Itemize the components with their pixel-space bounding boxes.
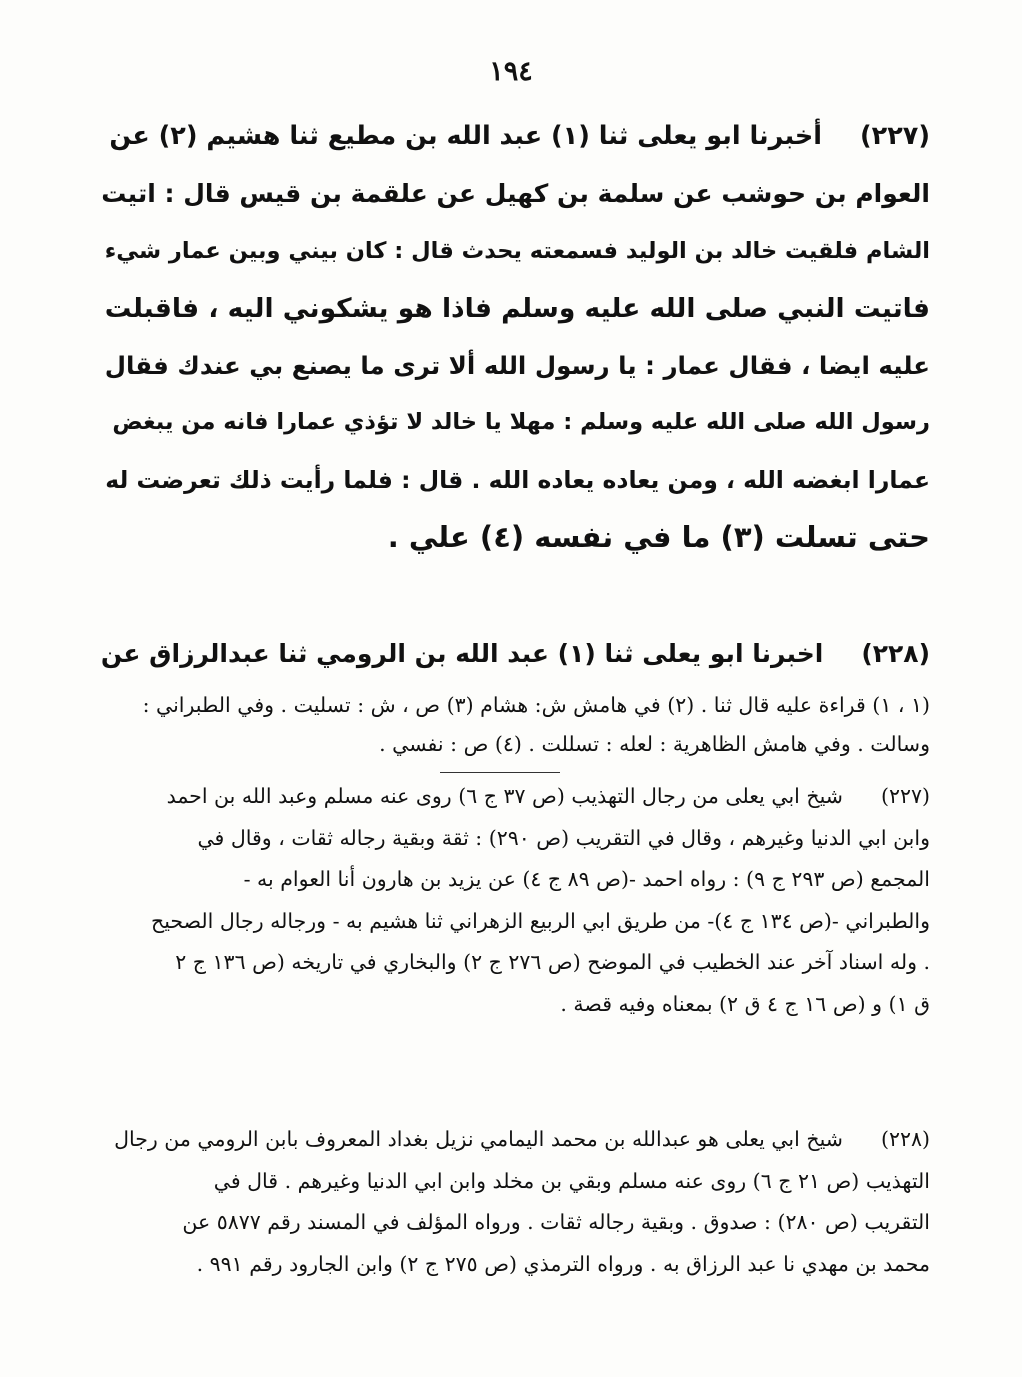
commentary-number: (٢٢٧) [880,784,930,808]
commentary-line: التهذيب (ص ٢١ ج ٦) روى عنه مسلم وبقي بن مخلد وابن ابي الدنيا وغيرهم . قال في [213,1168,930,1193]
hadith-228-text [100,625,930,682]
commentary-line: والطبراني -(ص ١٣٤ ج ٤)- من طريق ابي الربيع الزهراني ثنا هشيم به - ورجاله رجال الصحيح [151,908,930,933]
commentary-line: ق ١) و (ص ١٦ ج ٤ ق ٢) بمعناه وفيه قصة . [560,991,930,1016]
text-line: الشام فلقيت خالد بن الوليد فسمعته يحدث قال : كان بيني وبين عمار شيء [104,237,930,264]
commentary-number: (٢٢٨) [880,1127,930,1151]
commentary-228 [100,1119,930,1285]
text-line: عمارا ابغضه الله ، ومن يعاده يعاده الله . قال : فلما رأيت ذلك تعرضت له [105,465,930,494]
commentary-line: محمد بن مهدي نا عبد الرزاق به . ورواه الترمذي (ص ٢٧٥ ج ٢) وابن الجارود رقم ٩٩١ . [196,1251,930,1276]
text-line: فاتيت النبي صلى الله عليه وسلم فاذا هو يشكوني اليه ، فاقبلت [104,292,930,324]
commentary-line: المجمع (ص ٢٩٣ ج ٩) : رواه احمد -(ص ٨٩ ج ٤) عن يزيد بن هارون أنا العوام به - [243,867,930,891]
text-line: رسول الله صلى الله عليه وسلم : مهلا يا خالد لا تؤذي عمارا فانه من يبغض [112,409,930,436]
text-line: حتى تسلت (٣) ما في نفسه (٤) علي . [387,520,930,555]
commentary-line: التقريب (ص ٢٨٠) : صدوق . وبقية رجاله ثقات . ورواه المؤلف في المسند رقم ٥٨٧٧ عن [182,1210,930,1234]
commentary-line: وابن ابي الدنيا وغيرهم ، وقال في التقريب (ص ٢٩٠) : ثقة وبقية رجاله ثقات ، وقال في [197,825,930,850]
commentary-line: (٢٢٨)شيخ ابي يعلى هو عبدالله بن محمد اليمامي نزيل بغداد المعروف بابن الرومي من رجال [114,1127,930,1151]
separator-rule [440,772,560,773]
text-line: (٢٢٧)أخبرنا ابو يعلى ثنا (١) عبد الله بن مطيع ثنا هشيم (٢) عن [109,121,930,151]
footnotes [100,686,930,764]
commentary-line: (٢٢٧)شيخ ابي يعلى من رجال التهذيب (ص ٣٧ ج ٦) روى عنه مسلم وعبد الله بن احمد [166,784,930,808]
text-line: (٢٢٨)اخبرنا ابو يعلى ثنا (١) عبد الله بن الرومي ثنا عبدالرزاق عن [100,639,930,668]
page-number: ١٩٤ [489,56,533,87]
hadith-number: (٢٢٧) [859,121,930,151]
commentary-line: . وله اسناد آخر عند الخطيب في الموضح (ص ٢٧٦ ج ٢) والبخاري في تاريخه (ص ١٣٦ ج ٢ [175,950,930,974]
text-line: العوام بن حوشب عن سلمة بن كهيل عن علقمة بن قيس قال : اتيت [101,179,930,209]
footnote-line: وسالت . وفي هامش الظاهرية : لعله : تسللت . (٤) ص : نفسي . [379,732,930,756]
text-line: عليه ايضا ، فقال عمار : يا رسول الله ألا ترى ما يصنع بي عندك فقال [104,351,930,381]
footnote-line: (١ ، ١) قراءة عليه قال ثنا . (٢) في هامش ش: هشام (٣) ص ، ش : تسليت . وفي الطبراني : [142,693,930,717]
hadith-227-text [100,108,930,566]
commentary-227 [100,776,930,1025]
hadith-number: (٢٢٨) [861,639,930,668]
